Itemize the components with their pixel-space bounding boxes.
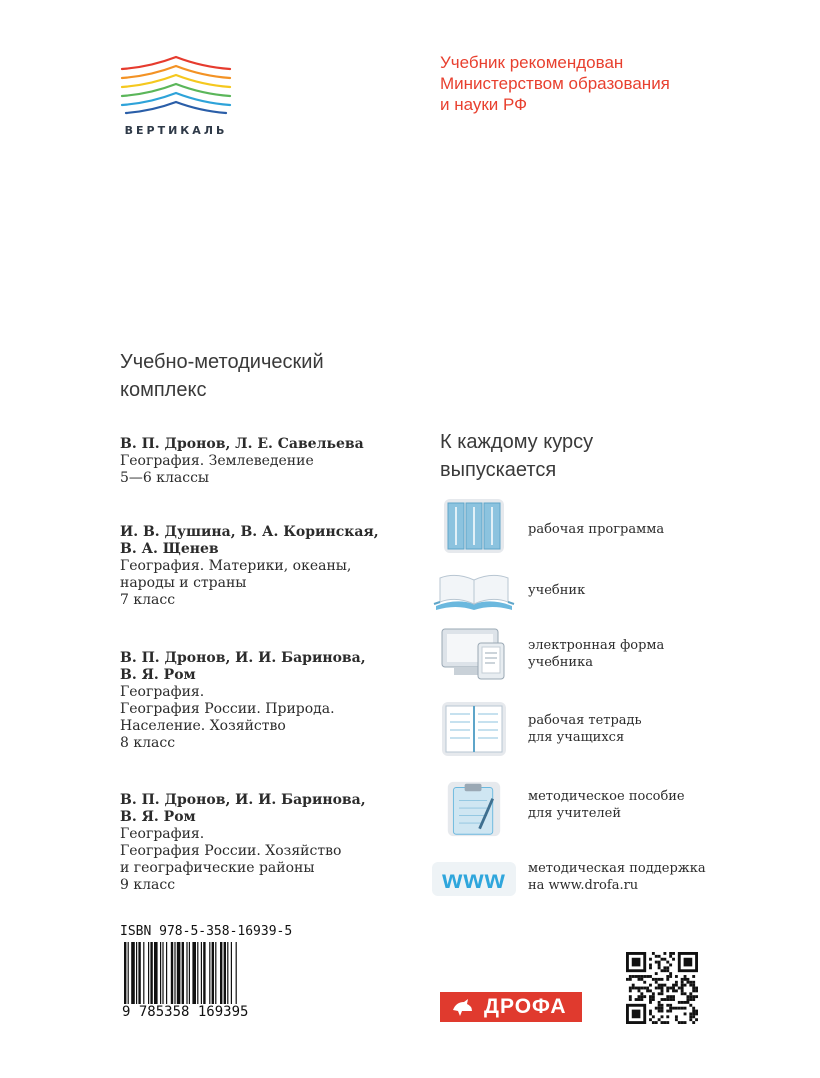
item-label (528, 788, 685, 822)
qr-module (646, 987, 649, 990)
qr-module (692, 975, 695, 978)
isbn-text: ISBN 978-5-358-16939-5 (120, 924, 293, 939)
qr-module (658, 1004, 661, 1007)
barcode-bar (189, 942, 190, 1006)
qr-module (666, 978, 669, 981)
qr-module (669, 995, 672, 998)
qr-module (658, 1001, 661, 1004)
qr-module (672, 998, 675, 1001)
qr-module (666, 969, 669, 972)
barcode-digits: 9 785358 169395 (120, 1004, 282, 1020)
qr-module (672, 952, 675, 955)
book-entry-grade-5-6 (120, 436, 420, 487)
qr-module (689, 1015, 692, 1018)
qr-module (678, 987, 681, 990)
qr-module (692, 1010, 695, 1013)
book-entry-grade-7 (120, 524, 420, 609)
qr-module (684, 1012, 687, 1015)
qr-module (661, 1021, 664, 1024)
barcode-bar (148, 942, 149, 1006)
qr-module (661, 1007, 664, 1010)
qr-module (669, 952, 672, 955)
book-grade: 8 класс (120, 735, 176, 751)
qr-module (649, 995, 652, 998)
publisher-name: ДРОФА (484, 995, 567, 1018)
qr-module (681, 1001, 684, 1004)
book-title-line: География России. Хозяйство (120, 843, 342, 859)
qr-module (692, 984, 695, 987)
qr-module (640, 975, 643, 978)
qr-module (666, 987, 669, 990)
qr-module (640, 978, 643, 981)
qr-module (658, 961, 661, 964)
qr-module (646, 975, 649, 978)
publisher-logo (440, 992, 582, 1022)
barcode-bar (186, 942, 187, 1006)
qr-module (695, 987, 698, 990)
course-heading-line: выпускается (440, 459, 557, 481)
qr-module (686, 981, 689, 984)
item-label (528, 637, 664, 671)
qr-module (675, 984, 678, 987)
devices-icon (432, 625, 516, 683)
qr-module (652, 978, 655, 981)
barcode-bar (174, 942, 175, 1006)
qr-module (658, 955, 661, 958)
qr-module (649, 966, 652, 969)
qr-module (666, 989, 669, 992)
qr-module (692, 1007, 695, 1010)
barcode-bar (138, 942, 140, 1006)
barcode-bar (177, 942, 181, 1006)
qr-module (669, 987, 672, 990)
qr-module (663, 952, 666, 955)
qr-module (684, 1001, 687, 1004)
item-label (528, 712, 642, 746)
book-grade: 9 класс (120, 877, 176, 893)
barcode-bar (124, 942, 126, 1006)
qr-module (658, 966, 661, 969)
qr-module (652, 952, 655, 955)
qr-module (663, 969, 666, 972)
qr-module (689, 981, 692, 984)
qr-module (686, 1001, 689, 1004)
qr-module (669, 998, 672, 1001)
course-item-e-textbook (432, 625, 732, 683)
qr-module (689, 998, 692, 1001)
qr-module (681, 987, 684, 990)
barcode-bar (136, 942, 137, 1006)
book-authors: И. В. Душина, В. А. Коринская, (120, 524, 379, 540)
book-title-line: География. (120, 684, 205, 700)
book-authors: В. П. Дронов, И. И. Баринова, (120, 650, 366, 666)
item-label-line: рабочая тетрадь (528, 713, 642, 728)
qr-module (629, 975, 632, 978)
qr-module (681, 978, 684, 981)
book-authors: В. А. Щенев (120, 541, 219, 557)
recommendation-line: и науки РФ (440, 95, 528, 114)
qr-module (669, 975, 672, 978)
qr-module (649, 1012, 652, 1015)
qr-module (692, 995, 695, 998)
qr-module (629, 995, 632, 998)
drofa-bird-icon (450, 996, 476, 1018)
qr-module (635, 998, 638, 1001)
qr-module (692, 1015, 695, 1018)
qr-module (672, 995, 675, 998)
qr-module (658, 992, 661, 995)
course-item-work-program (432, 497, 732, 555)
barcode-bar (143, 942, 144, 1006)
qr-module (666, 975, 669, 978)
qr-finder (632, 1010, 641, 1019)
book-grade: 7 класс (120, 592, 176, 608)
qr-module (638, 978, 641, 981)
qr-module (655, 955, 658, 958)
qr-module (681, 992, 684, 995)
qr-module (661, 1004, 664, 1007)
qr-module (663, 1021, 666, 1024)
qr-module (640, 998, 643, 1001)
qr-code-icon (626, 952, 698, 1024)
qr-module (649, 989, 652, 992)
course-heading-line: К каждому курсу (440, 431, 594, 453)
barcode-bar (171, 942, 173, 1006)
barcode-bar (150, 942, 152, 1006)
qr-module (629, 989, 632, 992)
qr-module (640, 992, 643, 995)
qr-module (649, 984, 652, 987)
item-label-line: для учащихся (528, 730, 625, 745)
qr-module (672, 958, 675, 961)
book-entry-grade-8 (120, 650, 420, 752)
recommendation-note (440, 52, 760, 115)
book-entry-grade-9 (120, 792, 420, 894)
www-icon-text: www (432, 862, 516, 896)
qr-module (666, 1010, 669, 1013)
qr-module (689, 992, 692, 995)
qr-module (695, 1010, 698, 1013)
qr-module (672, 1007, 675, 1010)
book-title-line: народы и страны (120, 575, 247, 591)
open-book-icon (432, 560, 516, 618)
qr-module (661, 1010, 664, 1013)
item-label-line: методическое пособие (528, 789, 685, 804)
qr-module (652, 995, 655, 998)
qr-module (629, 978, 632, 981)
qr-module (655, 981, 658, 984)
qr-module (692, 987, 695, 990)
qr-module (692, 1021, 695, 1024)
course-item-online-support (432, 852, 732, 910)
qr-module (658, 964, 661, 967)
barcode-bar (160, 942, 161, 1006)
qr-module (649, 1018, 652, 1021)
qr-module (640, 987, 643, 990)
notebook-icon (432, 700, 516, 758)
umk-heading (120, 348, 324, 404)
barcode-bar (231, 942, 232, 1006)
qr-module (643, 981, 646, 984)
qr-module (666, 1004, 669, 1007)
qr-module (652, 992, 655, 995)
barcode-bar (201, 942, 202, 1006)
qr-module (684, 992, 687, 995)
qr-module (686, 978, 689, 981)
qr-module (686, 998, 689, 1001)
qr-module (632, 984, 635, 987)
umk-heading-line: Учебно-методический (120, 351, 324, 373)
qr-module (646, 989, 649, 992)
qr-module (649, 998, 652, 1001)
barcode-bar (236, 942, 237, 1006)
book-title-line: География. Землеведение (120, 453, 314, 469)
qr-module (661, 958, 664, 961)
qr-module (643, 975, 646, 978)
qr-module (658, 984, 661, 987)
qr-module (689, 1018, 692, 1021)
barcode-bar (203, 942, 205, 1006)
course-heading (440, 428, 593, 484)
qr-module (669, 964, 672, 967)
qr-module (681, 1021, 684, 1024)
qr-module (661, 978, 664, 981)
barcode-bar (215, 942, 216, 1006)
qr-module (666, 961, 669, 964)
qr-module (675, 981, 678, 984)
qr-module (669, 1007, 672, 1010)
qr-module (652, 1015, 655, 1018)
qr-module (640, 995, 643, 998)
qr-module (686, 995, 689, 998)
qr-module (632, 975, 635, 978)
recommendation-line: Министерством образования (440, 74, 670, 93)
qr-module (649, 975, 652, 978)
barcode-bar (209, 942, 210, 1006)
qr-module (663, 998, 666, 1001)
barcode-bar (154, 942, 158, 1006)
qr-module (643, 987, 646, 990)
logo-name: ВЕРТИКАЛЬ (124, 124, 228, 137)
qr-module (658, 987, 661, 990)
qr-module (681, 989, 684, 992)
qr-module (661, 989, 664, 992)
qr-module (669, 1010, 672, 1013)
qr-module (649, 964, 652, 967)
qr-module (666, 966, 669, 969)
qr-module (658, 1007, 661, 1010)
qr-module (663, 958, 666, 961)
course-item-workbook (432, 700, 732, 758)
qr-module (658, 1010, 661, 1013)
qr-module (681, 1007, 684, 1010)
qr-module (692, 981, 695, 984)
item-label-line: на www.drofa.ru (528, 878, 639, 893)
barcode-bar (128, 942, 129, 1006)
qr-module (684, 975, 687, 978)
qr-module (638, 987, 641, 990)
qr-module (629, 998, 632, 1001)
qr-module (649, 958, 652, 961)
qr-module (684, 978, 687, 981)
qr-module (675, 975, 678, 978)
vertikal-logo-icon (120, 55, 232, 115)
recommendation-line: Учебник рекомендован (440, 53, 624, 72)
qr-finder (684, 958, 693, 967)
barcode-bar (224, 942, 226, 1006)
qr-module (678, 1021, 681, 1024)
qr-module (655, 1021, 658, 1024)
barcode-bar (212, 942, 214, 1006)
barcode-bar (192, 942, 196, 1006)
qr-module (672, 984, 675, 987)
qr-module (649, 1010, 652, 1013)
book-title-line: География. (120, 826, 205, 842)
book-authors: В. П. Дронов, Л. Е. Савельева (120, 436, 364, 452)
barcode-bar (131, 942, 135, 1006)
barcode-bar (182, 942, 184, 1006)
qr-module (652, 1021, 655, 1024)
www-icon (432, 862, 516, 896)
item-label: рабочая программа (528, 522, 665, 537)
barcode-bar (162, 942, 163, 1006)
qr-module (638, 989, 641, 992)
qr-module (692, 989, 695, 992)
qr-module (695, 1012, 698, 1015)
qr-module (666, 995, 669, 998)
qr-module (681, 984, 684, 987)
barcode-bar (220, 942, 222, 1006)
barcode-bar (227, 942, 228, 1006)
qr-module (666, 998, 669, 1001)
qr-module (635, 975, 638, 978)
qr-module (695, 995, 698, 998)
book-authors: В. П. Дронов, И. И. Баринова, (120, 792, 366, 808)
qr-module (666, 1015, 669, 1018)
qr-module (629, 987, 632, 990)
qr-module (684, 1007, 687, 1010)
qr-module (661, 969, 664, 972)
item-label-line: методическая поддержка (528, 861, 706, 876)
qr-module (675, 1015, 678, 1018)
barcode-bar (166, 942, 167, 1006)
qr-module (655, 987, 658, 990)
qr-module (635, 987, 638, 990)
qr-module (692, 998, 695, 1001)
qr-module (695, 1018, 698, 1021)
qr-module (658, 1018, 661, 1021)
book-title-line: и географические районы (120, 860, 315, 876)
qr-module (638, 975, 641, 978)
qr-module (672, 989, 675, 992)
qr-module (649, 1001, 652, 1004)
book-title-line: География России. Природа. (120, 701, 335, 717)
qr-finder (632, 958, 641, 967)
book-title-line: География. Материки, океаны, (120, 558, 352, 574)
qr-module (678, 1007, 681, 1010)
course-item-textbook (432, 560, 732, 618)
qr-module (655, 1007, 658, 1010)
qr-module (638, 995, 641, 998)
qr-module (652, 998, 655, 1001)
qr-module (663, 984, 666, 987)
qr-module (692, 1012, 695, 1015)
clipboard-icon (432, 780, 516, 838)
book-authors: В. Я. Ром (120, 809, 196, 825)
qr-module (669, 972, 672, 975)
qr-module (632, 987, 635, 990)
qr-module (626, 978, 629, 981)
item-label-line: учебника (528, 655, 593, 670)
qr-module (643, 995, 646, 998)
qr-module (675, 989, 678, 992)
qr-module (666, 1021, 669, 1024)
barcode-bar (197, 942, 198, 1006)
binders-icon (432, 497, 516, 555)
qr-module (663, 966, 666, 969)
qr-module (669, 955, 672, 958)
qr-module (684, 1021, 687, 1024)
qr-module (661, 998, 664, 1001)
item-label: учебник (528, 583, 586, 598)
qr-module (681, 981, 684, 984)
qr-module (661, 987, 664, 990)
qr-module (684, 984, 687, 987)
item-label (528, 860, 706, 894)
qr-module (689, 1004, 692, 1007)
qr-module (689, 995, 692, 998)
qr-module (655, 978, 658, 981)
course-item-teacher-guide (432, 780, 732, 838)
qr-module (638, 998, 641, 1001)
book-grade: 5—6 классы (120, 470, 210, 486)
qr-module (655, 961, 658, 964)
qr-module (689, 984, 692, 987)
qr-module (675, 1018, 678, 1021)
qr-module (661, 984, 664, 987)
umk-heading-line: комплекс (120, 379, 207, 401)
item-label-line: электронная форма (528, 638, 665, 653)
qr-module (672, 987, 675, 990)
qr-module (655, 972, 658, 975)
qr-module (669, 1004, 672, 1007)
qr-module (689, 1012, 692, 1015)
item-label-line: для учителей (528, 806, 622, 821)
qr-module (678, 1001, 681, 1004)
qr-module (658, 978, 661, 981)
qr-module (661, 992, 664, 995)
book-authors: В. Я. Ром (120, 667, 196, 683)
qr-module (675, 1007, 678, 1010)
qr-module (661, 1015, 664, 1018)
qr-module (695, 989, 698, 992)
book-title-line: Население. Хозяйство (120, 718, 286, 734)
